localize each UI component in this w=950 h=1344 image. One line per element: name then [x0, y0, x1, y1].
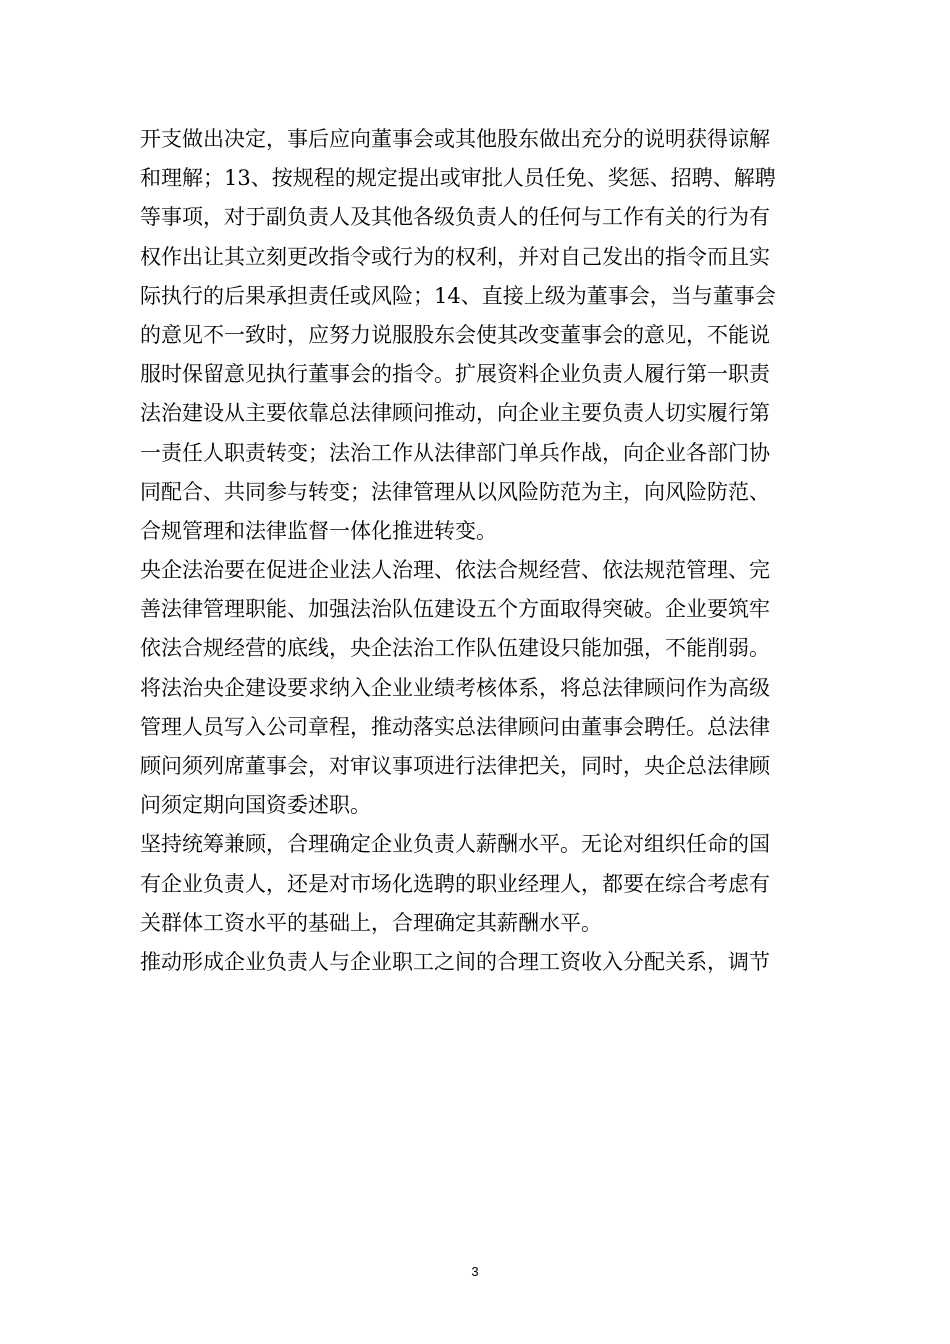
paragraph-1 [140, 120, 812, 551]
text-line: 的意见不一致时，应努力说服股东会使其改变董事会的意见，不能说 [140, 322, 770, 347]
text-line: 和理解；13、按规程的规定提出或审批人员任免、奖惩、招聘、解聘 [140, 166, 776, 191]
text-line: 坚持统筹兼顾，合理确定企业负责人薪酬水平。无论对组织任命的国 [140, 832, 770, 857]
text-line: 同配合、共同参与转变；法律管理从以风险防范为主，向风险防范、 [140, 479, 770, 504]
body-text [140, 120, 812, 982]
text-line: 管理人员写入公司章程，推动落实总法律顾问由董事会聘任。总法律 [140, 714, 770, 739]
paragraph-3 [140, 669, 812, 826]
paragraph-2 [140, 551, 812, 669]
text-line: 合规管理和法律监督一体化推进转变。 [140, 518, 497, 543]
text-line: 一责任人职责转变；法治工作从法律部门单兵作战，向企业各部门协 [140, 440, 770, 465]
page-number: 3 [471, 1264, 479, 1279]
text-line: 央企法治要在促进企业法人治理、依法合规经营、依法规范管理、完 [140, 558, 770, 583]
text-line: 将法治央企建设要求纳入企业业绩考核体系，将总法律顾问作为高级 [140, 675, 770, 700]
text-line: 善法律管理职能、加强法治队伍建设五个方面取得突破。企业要筑牢 [140, 597, 770, 622]
text-line: 推动形成企业负责人与企业职工之间的合理工资收入分配关系，调节 [140, 949, 770, 974]
paragraph-5 [140, 943, 812, 982]
text-line: 顾问须列席董事会，对审议事项进行法律把关，同时，央企总法律顾 [140, 754, 770, 778]
text-line: 依法合规经营的底线，央企法治工作队伍建设只能加强，不能削弱。 [140, 636, 770, 661]
text-line: 有企业负责人，还是对市场化选聘的职业经理人，都要在综合考虑有 [140, 871, 770, 896]
text-line: 际执行的后果承担责任或风险；14、直接上级为董事会，当与董事会 [140, 283, 776, 308]
text-line: 服时保留意见执行董事会的指令。扩展资料企业负责人履行第一职责 [140, 362, 770, 387]
text-line: 权作出让其立刻更改指令或行为的权利，并对自己发出的指令而且实 [140, 244, 770, 269]
text-line: 法治建设从主要依靠总法律顾问推动，向企业主要负责人切实履行第 [140, 401, 770, 426]
text-line: 问须定期向国资委述职。 [140, 793, 371, 818]
text-line: 关群体工资水平的基础上，合理确定其薪酬水平。 [140, 910, 602, 935]
text-line: 等事项，对于副负责人及其他各级负责人的任何与工作有关的行为有 [140, 205, 770, 230]
text-line: 开支做出决定，事后应向董事会或其他股东做出充分的说明获得谅解 [140, 127, 770, 151]
paragraph-4 [140, 825, 812, 943]
